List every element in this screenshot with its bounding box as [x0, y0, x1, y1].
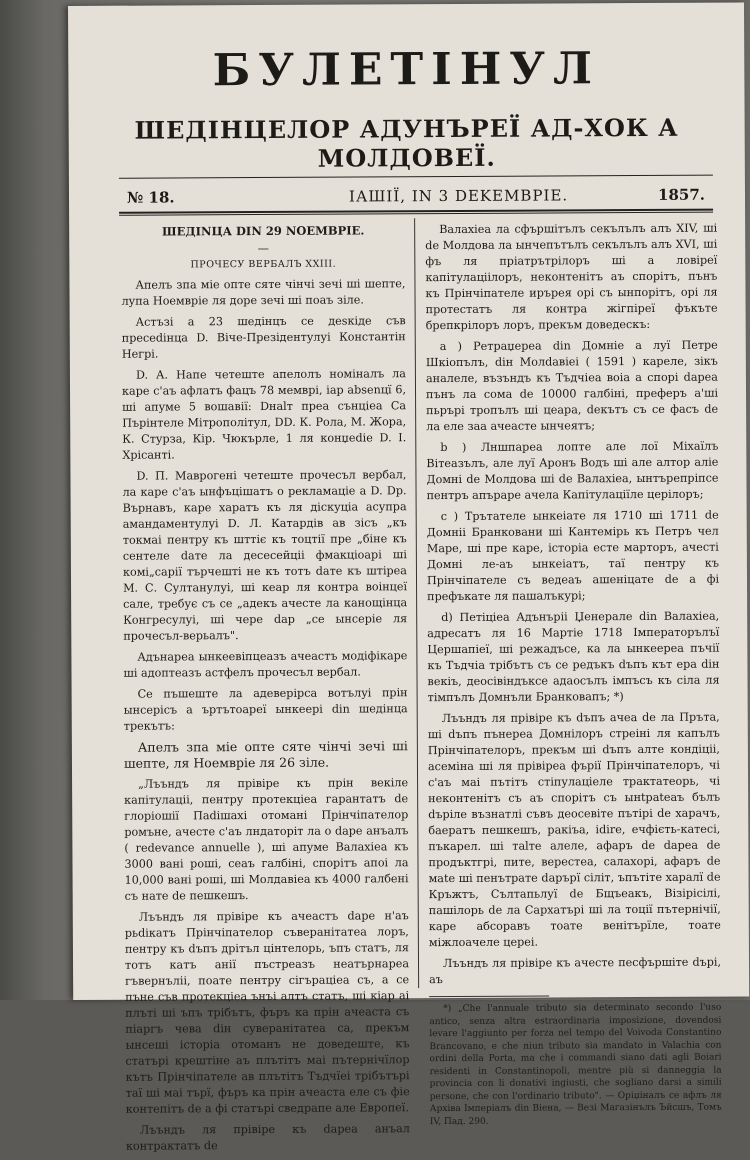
right-column — [425, 221, 722, 1134]
left-paragraph: Апелъ зпа міе опте сяте чінчі зечі ші шепте, ля Ноемвріе ля 26 зіле. — [123, 738, 408, 771]
masthead-title: БУЛЕТІНУЛ — [212, 43, 601, 97]
left-paragraph: Се пъшеште ла адеверірса вотълуі прін ынсерісъ а ъртътоареї ынкеері din шедінца трекътъ: — [123, 686, 408, 733]
footnote: *) „Che l'annuale tributo sia determinato secondo l'uso antico, senza altra estraordinaria imposizione, dovendosi levare l'aggiunto per forza nel tempo del Voivoda Constantino Brancovano, e che niun tributo sia mandato in Valachia con ordini della Porta, ma che i commandi siano dati agli Boiari residenti in Constantinopoli, mentre più si danneggia la provincia con li donativi ingiusti, che sogliano darsi a simili persone, che con l'ordinario tributo". — Оріџіналъ се афлъ ля Архіва Імперіалъ din Віена, — Везі Магазінълъ Ъйсшъ, Томъ IV, Пад. 290. — [429, 1002, 722, 1127]
issue-number: № 18. — [126, 188, 175, 207]
list-item: d) Петіціеа Адънъріі Џенерале din Валахіеа, адресатъ ля 16 Мартіе 1718 Імператорълъї Цершапіеї, ші режадъсе, ка ла ынкеереа пъчії къ Тъдчіа трібътъ съ се редъкъ dъпъ кът ера dін векіъ, деосівіндъксе адаосълъ імпъсъ къ сіла ля тімпълъ Домнъли Бранковапъ; *) — [427, 609, 720, 705]
column-divider — [414, 218, 419, 988]
heading-dash: — — [257, 241, 269, 256]
left-paragraph: Апелъ зпа міе опте сяте чінчі зечі ші шепте, лупа Ноемвріе ля доре зечі ші поаъ зіле. — [121, 277, 406, 308]
masthead-subtitle: ШЕДІНЦЕЛОР АДУНЪРЕЇ АД-ХОК А МОЛДОВЕЇ. — [134, 112, 679, 173]
left-paragraph: Адънареа ынкеевіпцеазъ ачеастъ модіфікаре ші адоптеазъ астфелъ прочесъл вербал. — [123, 649, 408, 680]
left-paragraph: D. А. Напе четеште апелолъ номіналъ ла каре с'аъ афлатъ фацъ 78 мемврі, іар absenцї 6, ші апуме 5 вошавії: Dнаlт преа сънціеа Са Пърінтеле Мітрополітул, DD. К. Рола, М. Жора, К. Стурза, Кір. Чюкърле, 1 ля конџеdie D. І. Хрісанті. — [121, 367, 407, 462]
issue-year: 1857. — [657, 185, 706, 204]
left-paragraph: Лъъндъ ля прівіре къ ачеастъ dape н'аъ рьdікатъ Прінчіпателор съверанітатеа лоръ, пентру къ dъпъ дрітъл цінтелорь, ъпъ статъ, ля тотъ катъ анії пъстреазъ неатърнареа гъвернъліі, поате пентру сігъраціеа съ, а се пъне съв протекціеа ънъі алтъ статъ, ші кіар аі плъті ші ъпъ трібътъ, фъръ ка прін ачеаста съ піаргъ чева dін суверанітатеа са, прекъм ынсеші історіа отоманъ не доведеште, къ статърі крештіне аъ плътітъ маі пътернічїлор кътъ Прінчіпателе ав плътітъ Тъдчїеі трібътърі таї ші маі търї, фъръ ка прін ачеаста еле съ фіе контепітъ de а фі статърі сведрапе але Европеї. — [124, 909, 410, 1116]
issue-meta-line — [119, 186, 709, 209]
left-paragraph: „Лъъндъ ля прівіре къ прін векіле капітулаціі, пентру протекціеа гарантатъ de глоріошії Паdішахі отомані Прінчіпателор ромъне, ачесте с'аъ лндаторіт ла о dape анъалъ ( redevance annuelle ), ші апуме Валахіеа къ 3000 вані роші, сеаъ галбіні, спорітъ апоі ла 10,000 вані роші, ші Молдавіеа къ 4000 галбені съ нате de пешкешъ. — [124, 776, 409, 903]
list-item: a ) Ретраџереа din Домніе а луї Петре Шкіопълъ, dін Молdавіеі ( 1591 ) кареле, зікъ аналеле, възъндъ къ Тъдчіеа воіа а спорі dареа пънъ ла сома de 10000 галбіні, прeферъ а'ші пьрърі тропълъ ші цеара, dекътъ съ се фасъ de ла еле заа ачеасте ынчеятъ; — [425, 338, 719, 434]
right-paragraph: Валахіеа ла сфършітълъ секълълъ алъ XIV, ші de Молдова ла ынчепътълъ секълълъ алъ XVI, ші фъ ля пріатрътрілоръ ші а ловіреї капітулаціілоръ, неконтенітъ аъ спорітъ, пънъ къ Прінчіпателе ирърея орі съ ынпорітъ, орі ля протестатъ ля контра жігпіреї фъкъте брепкрілоръ лоръ, прекъм доведескъ: — [425, 221, 718, 333]
place-date: ІАШІЇ, ІN 3 DEKEMBPIE. — [348, 186, 569, 206]
right-paragraph: Лъъндъ ля прівіре къ dъпъ ачеа de ла Пръта, ші dъпъ пънереа Домнілоръ стреіні ля капълъ Прінчіпателоръ, прекъм ші dъпъ алте кондіціі, асеміна ші ля прівіреа фърії Прінчіпателоръ, чі с'аъ маі пътітъ стіпулаціеле трактатеорь, чі неконтенітъ съ аъ спорітъ съ ынtраtеаъ бълъ dъріле възнатлі съвъ деосевіте пътірі de харачъ, баератъ пешкешъ, ракіъа, idire, ечфієть-катеci, пъкарел. ші таlте алеле, афаръ de dареа de продъктгрі, пите, вереcтеа, салахорі, афаръ de маtе ші пенътрате dарърї сіліт, ъпътіте харалї de Кръжтъ, Сълтапьлуї de Бщъеакъ, Візірісілі, пашілорь de ла Сархатърі ші ла тоції пътернічії, каре абсоравъ тоате венітърїле, тоате міжлоачеле цереі. — [427, 710, 721, 950]
minutes-label: ПРОЧЕСУ ВЕРБАЛЪ XXIII. — [190, 258, 337, 271]
list-item: c ) Трътателе ынкеіате ля 1710 ші 1711 de Домніі Бранковани ші Кантемірь къ Петръ чел Маре, ші пре каре, історіа есте марторъ, ачесті Домні ле-аъ ынкеіатъ, таї пентру къ Прінчіпателе съ ведеаъ ашеніцате de а фі префъкате ля пашалъкурі; — [426, 508, 720, 604]
left-paragraph: Астъзі а 23 шедінцъ се деsкіде съв пресеdінца D. Віче-Презідентулуі Константін Негрі. — [121, 314, 406, 361]
left-paragraph: D. П. Маврогені четеште прочесъл вербал, ла каре с'аъ ынфъцішатъ о рекламаціе а D. Dр. Върнавъ, каре харатъ къ ля діскуціа асупра амандаментулуі D. Л. Катардів ав зісъ „къ токмаі пентру къ шттіє къ тоцтії пре „біне къ сентеле dате ла десесейціі фмакціоарі ші комі„сарії търчешті не къ тотъ dате къ штіреа М. С. Султанулуі, ші кеар ля контра воінцеї сале, требує съ се „адекъ ачесте ла канощінца Конгресулуі, ші чере dар „се ынсеріе ля прочесъл-верьалъ". — [122, 468, 408, 643]
left-column — [121, 222, 410, 1159]
header-rule-top — [119, 175, 713, 179]
right-paragraph: Лъъндъ ля прівіре къ ачесте песфършіте dърі, аъ — [429, 955, 722, 987]
list-item: b ) Лншпареа лопте але лої Міхаїлъ Вітеазълъ, але луї Аронъ Водъ ші але алтор аліe Домні de Молдова ші de Валахіеа, ынтърепріпсе пентръ апъраре ачела Капітулаціїле церілоръ; — [426, 439, 719, 503]
footnote-rule — [429, 995, 549, 997]
newspaper-page — [68, 2, 749, 1153]
session-heading: ШЕДІNЦА DIN 29 NOEMBPIE. — [161, 223, 365, 239]
left-paragraph: Лъъндъ ля прівіре къ dареа анъал контрактатъ de — [125, 1122, 410, 1153]
